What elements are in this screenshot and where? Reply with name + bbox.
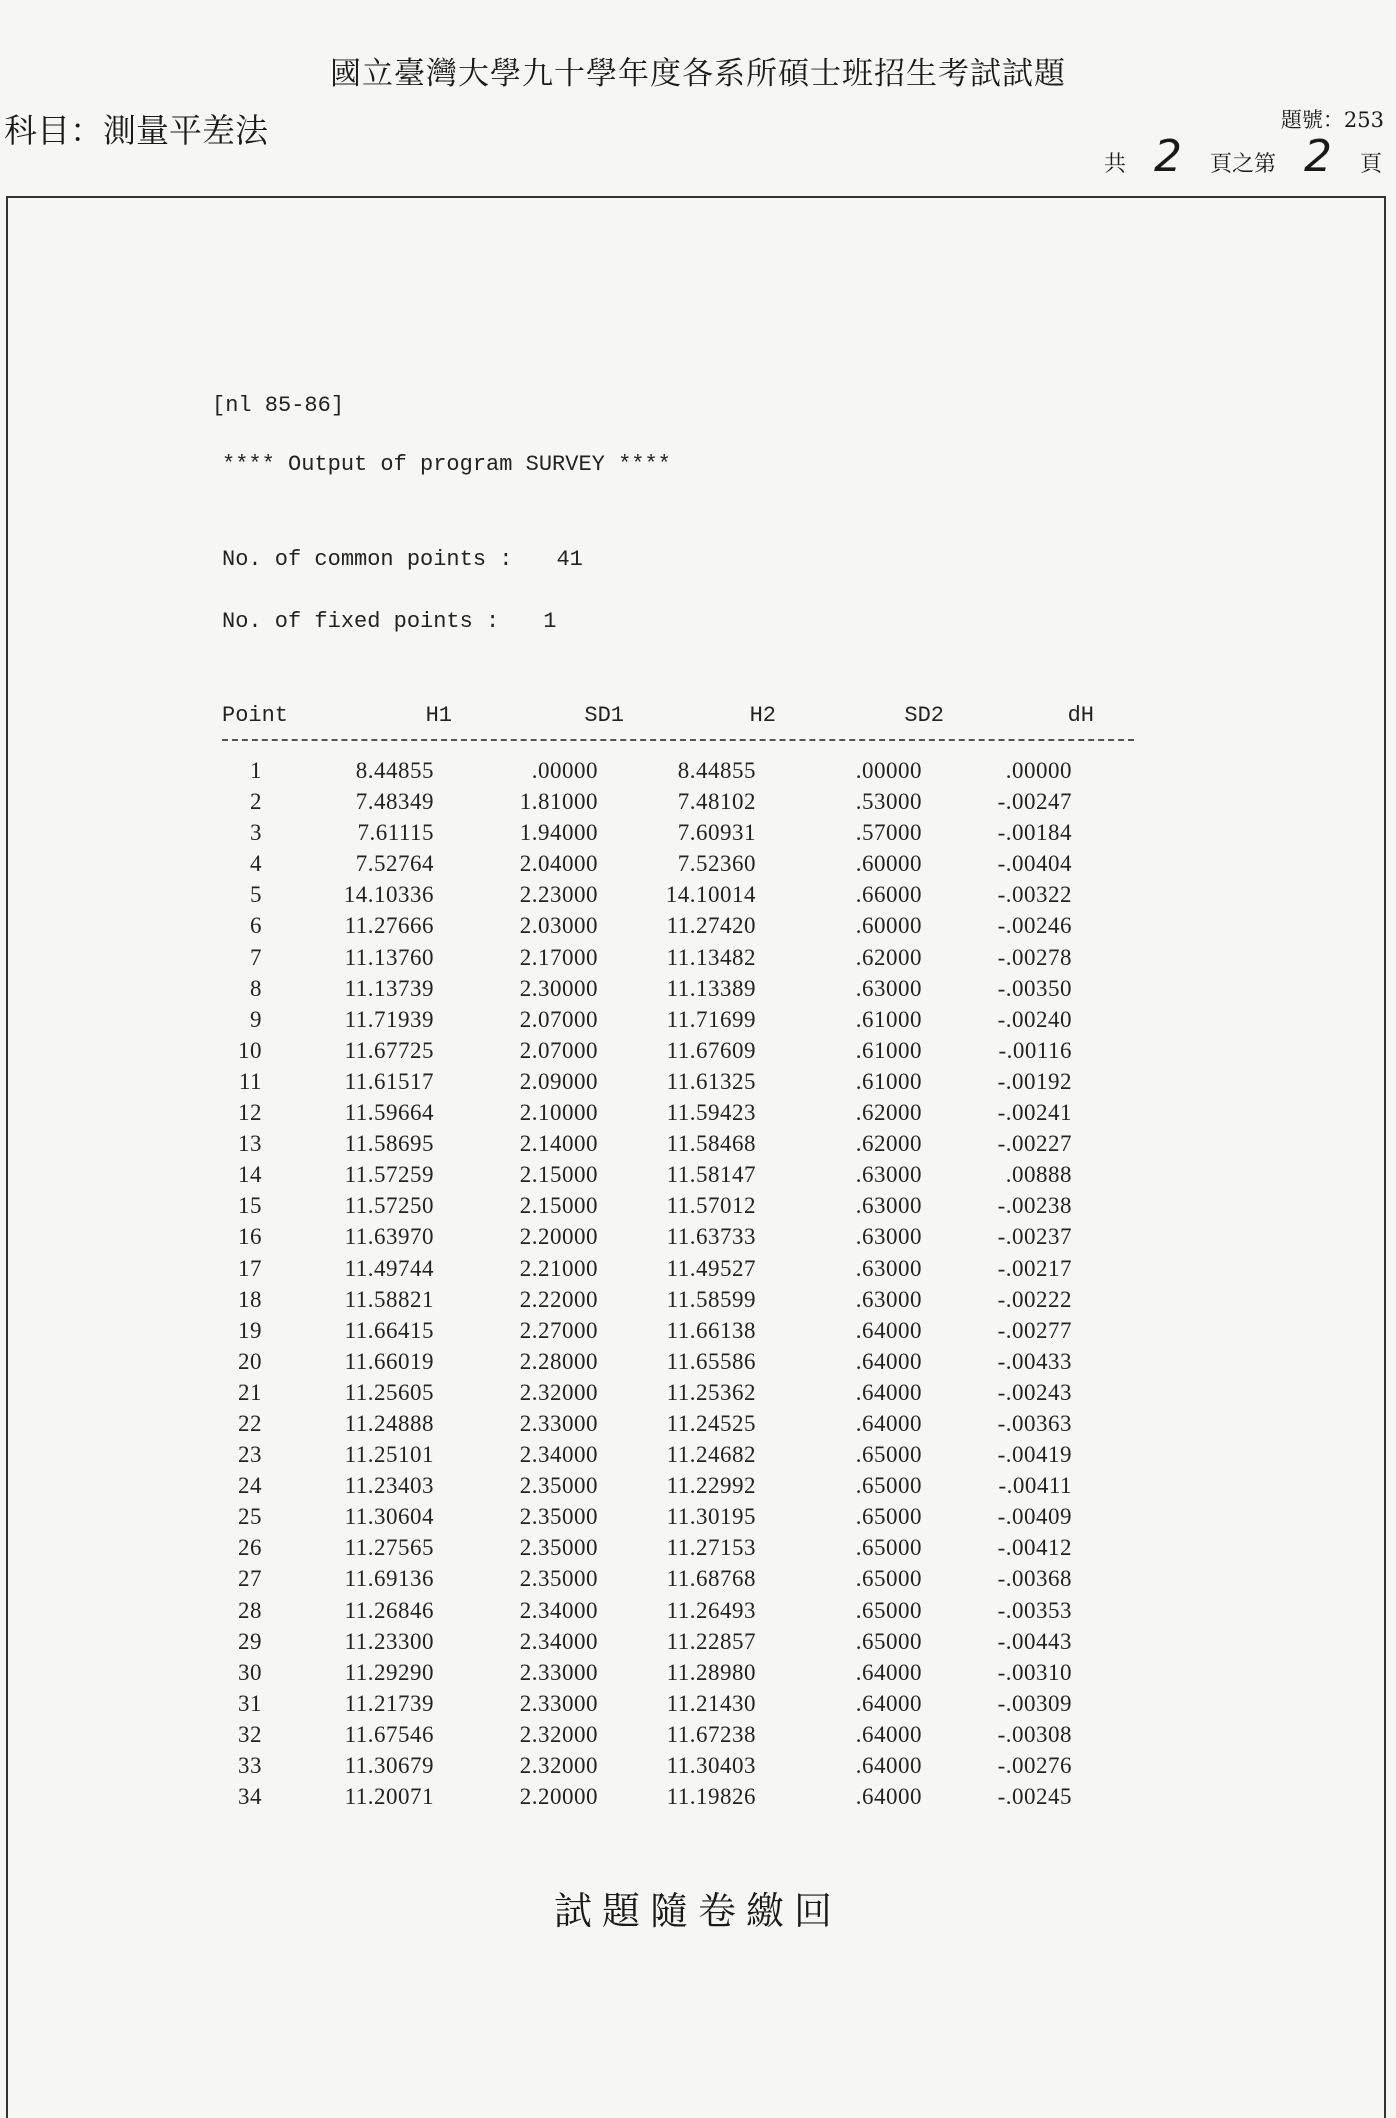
cell-h1: 11.66415: [344, 1317, 434, 1343]
table-row: [222, 1688, 1137, 1719]
cell-h1: 11.67546: [344, 1721, 434, 1747]
page-current: 2: [1303, 131, 1332, 182]
table-row: [222, 1159, 1137, 1190]
table-row: [222, 1221, 1137, 1252]
table-row: [222, 1719, 1137, 1750]
cell-sd1: 2.34000: [519, 1597, 598, 1623]
cell-h1: 7.52764: [355, 851, 434, 877]
cell-h1: 11.69136: [344, 1566, 434, 1592]
cell-h1: 11.29290: [344, 1659, 434, 1685]
cell-h2: 11.13482: [666, 944, 756, 970]
cell-dh: -.00246: [997, 913, 1072, 939]
table-row: [222, 1501, 1137, 1532]
program-heading: **** Output of program SURVEY ****: [222, 452, 671, 477]
cell-point: 32: [238, 1721, 262, 1747]
table-row: [222, 1190, 1137, 1221]
cell-point: 28: [238, 1597, 262, 1623]
cell-dh: -.00240: [997, 1006, 1072, 1032]
cell-sd2: .65000: [855, 1535, 922, 1561]
cell-h2: 11.26493: [666, 1597, 756, 1623]
cell-sd2: .64000: [855, 1721, 922, 1747]
cell-sd1: 2.30000: [519, 975, 598, 1001]
header-sd1: SD1: [584, 703, 624, 728]
table-row: [222, 1346, 1137, 1377]
table-body: [222, 755, 1137, 1812]
header-sd2: SD2: [904, 703, 944, 728]
cell-h1: 7.61115: [357, 820, 434, 846]
table-row: [222, 910, 1137, 941]
table-row: [222, 1128, 1137, 1159]
table-row: [222, 879, 1137, 910]
cell-sd1: 2.14000: [519, 1131, 598, 1157]
cell-point: 19: [238, 1317, 262, 1343]
cell-h2: 7.60931: [677, 820, 756, 846]
cell-h1: 11.58821: [344, 1286, 434, 1312]
cell-point: 6: [250, 913, 262, 939]
cell-dh: -.00192: [997, 1068, 1072, 1094]
cell-dh: -.00322: [997, 882, 1072, 908]
cell-sd1: 2.32000: [519, 1753, 598, 1778]
cell-sd2: .62000: [855, 1100, 922, 1126]
cell-dh: -.00308: [997, 1721, 1072, 1747]
cell-sd2: .65000: [855, 1566, 922, 1592]
cell-sd1: 2.04000: [519, 851, 598, 877]
table-row: [222, 1470, 1137, 1501]
cell-sd2: .62000: [855, 1131, 922, 1157]
cell-point: 12: [238, 1100, 262, 1126]
fixed-points-line: [222, 609, 556, 634]
cell-h2: 14.10014: [665, 882, 756, 908]
cell-dh: -.00184: [997, 820, 1072, 846]
cell-point: 7: [250, 944, 262, 970]
cell-sd1: 2.35000: [519, 1473, 598, 1499]
cell-sd2: .64000: [855, 1410, 922, 1436]
cell-h1: 11.30679: [344, 1753, 434, 1778]
cell-sd2: .53000: [855, 789, 922, 815]
cell-h1: 11.21739: [344, 1690, 434, 1716]
common-points-label: No. of common points :: [222, 547, 513, 572]
cell-dh: -.00243: [997, 1379, 1072, 1405]
cell-h1: 11.30604: [344, 1504, 434, 1530]
cell-sd1: 2.34000: [519, 1442, 598, 1468]
cell-point: 22: [238, 1410, 262, 1436]
cell-dh: -.00419: [997, 1442, 1072, 1468]
cell-h2: 11.24682: [666, 1442, 756, 1468]
cell-sd2: .63000: [855, 1193, 922, 1219]
cell-dh: -.00309: [997, 1690, 1072, 1716]
fixed-points-value: 1: [543, 609, 557, 634]
cell-sd1: 2.15000: [519, 1162, 598, 1188]
cell-point: 24: [238, 1473, 262, 1499]
table-row: [222, 1284, 1137, 1315]
cell-sd2: .64000: [855, 1659, 922, 1685]
cell-point: 9: [250, 1006, 262, 1032]
subject-label: 科目：測量平差法: [4, 111, 268, 150]
cell-sd2: .00000: [855, 758, 922, 783]
cell-h1: 11.57250: [344, 1193, 434, 1219]
cell-h1: 8.44855: [355, 758, 434, 783]
table-row: [222, 1563, 1137, 1594]
cell-sd2: .63000: [855, 1255, 922, 1281]
table-row: [222, 817, 1137, 848]
cell-sd2: .60000: [855, 913, 922, 939]
cell-h2: 11.28980: [666, 1659, 756, 1685]
common-points-value: 41: [556, 547, 583, 572]
cell-sd2: .64000: [855, 1690, 922, 1716]
cell-point: 21: [238, 1379, 262, 1405]
cell-sd1: 2.23000: [519, 882, 598, 908]
dashed-divider: [222, 739, 1134, 741]
header-h1: H1: [425, 703, 452, 728]
cell-h2: 11.30403: [666, 1753, 756, 1778]
cell-sd2: .61000: [855, 1068, 922, 1094]
cell-h2: 11.27153: [666, 1535, 756, 1561]
cell-sd1: 2.33000: [519, 1410, 598, 1436]
cell-sd1: 2.32000: [519, 1379, 598, 1405]
survey-table: [222, 690, 1137, 1812]
cell-h2: 11.19826: [666, 1784, 756, 1810]
table-row: [222, 1035, 1137, 1066]
table-row: [222, 1439, 1137, 1470]
cell-dh: -.00278: [997, 944, 1072, 970]
cell-dh: -.00116: [998, 1037, 1072, 1063]
cell-sd2: .66000: [855, 882, 922, 908]
header-h2: H2: [749, 703, 776, 728]
table-row: [222, 1377, 1137, 1408]
cell-dh: -.00433: [997, 1348, 1072, 1374]
cell-h2: 11.24525: [666, 1410, 756, 1436]
cell-sd1: 2.35000: [519, 1504, 598, 1530]
cell-h1: 11.49744: [344, 1255, 434, 1281]
table-row: [222, 1253, 1137, 1284]
cell-sd1: 2.03000: [519, 913, 598, 939]
cell-sd2: .65000: [855, 1473, 922, 1499]
table-row: [222, 1626, 1137, 1657]
cell-dh: .00000: [1005, 758, 1072, 783]
cell-sd2: .64000: [855, 1784, 922, 1810]
cell-dh: -.00412: [997, 1535, 1072, 1561]
cell-h1: 7.48349: [355, 789, 434, 815]
cell-dh: -.00238: [997, 1193, 1072, 1219]
table-row: [222, 1408, 1137, 1439]
cell-point: 20: [238, 1348, 262, 1374]
cell-point: 16: [238, 1224, 262, 1250]
cell-sd1: 2.10000: [519, 1100, 598, 1126]
cell-point: 1: [250, 758, 262, 783]
cell-h1: 11.58695: [344, 1131, 434, 1157]
page-suffix: 頁: [1359, 152, 1382, 177]
header-dh: dH: [1067, 703, 1094, 728]
cell-dh: -.00411: [998, 1473, 1072, 1499]
cell-dh: -.00237: [997, 1224, 1072, 1250]
cell-sd1: 2.33000: [519, 1659, 598, 1685]
cell-h1: 11.66019: [344, 1348, 434, 1374]
cell-h2: 11.65586: [666, 1348, 756, 1374]
cell-point: 26: [238, 1535, 262, 1561]
cell-h2: 11.49527: [666, 1255, 756, 1281]
cell-dh: -.00409: [997, 1504, 1072, 1530]
table-row: [222, 942, 1137, 973]
cell-sd1: 2.07000: [519, 1037, 598, 1063]
cell-point: 31: [238, 1690, 262, 1716]
cell-h2: 11.59423: [666, 1100, 756, 1126]
cell-dh: -.00363: [997, 1410, 1072, 1436]
cell-point: 8: [250, 975, 262, 1001]
table-header: [222, 690, 1137, 728]
cell-sd2: .63000: [855, 975, 922, 1001]
cell-point: 17: [238, 1255, 262, 1281]
cell-h1: 11.27666: [344, 913, 434, 939]
cell-h2: 11.27420: [666, 913, 756, 939]
cell-h2: 11.58468: [666, 1131, 756, 1157]
page-prefix: 共: [1103, 152, 1126, 177]
page-count: [1103, 131, 1382, 182]
cell-dh: -.00245: [997, 1784, 1072, 1810]
cell-h2: 7.52360: [677, 851, 756, 877]
cell-point: 5: [250, 882, 262, 908]
cell-dh: -.00404: [997, 851, 1072, 877]
cell-sd2: .61000: [855, 1006, 922, 1032]
table-row: [222, 848, 1137, 879]
cell-point: 4: [250, 851, 262, 877]
cell-sd1: 2.17000: [519, 944, 598, 970]
cell-sd2: .63000: [855, 1286, 922, 1312]
cell-sd1: 2.35000: [519, 1566, 598, 1592]
cell-h2: 11.61325: [666, 1068, 756, 1094]
cell-point: 15: [238, 1193, 262, 1219]
cell-h2: 11.13389: [666, 975, 756, 1001]
cell-h1: 14.10336: [343, 882, 434, 908]
cell-sd2: .57000: [855, 820, 922, 846]
table-row: [222, 1097, 1137, 1128]
return-notice: 試題隨卷繳回: [553, 1889, 842, 1933]
question-number: 題號：253: [1280, 108, 1384, 132]
table-row: [222, 755, 1137, 786]
table-row: [222, 1532, 1137, 1563]
cell-point: 2: [250, 789, 262, 815]
cell-point: 11: [238, 1068, 262, 1094]
cell-sd1: 2.20000: [519, 1784, 598, 1810]
fixed-points-label: No. of fixed points :: [222, 609, 500, 634]
cell-sd1: 2.32000: [519, 1721, 598, 1747]
cell-sd2: .64000: [855, 1317, 922, 1343]
cell-h2: 11.67609: [666, 1037, 756, 1063]
cell-h2: 11.57012: [666, 1193, 756, 1219]
cell-sd2: .63000: [855, 1224, 922, 1250]
cell-h1: 11.24888: [344, 1410, 434, 1436]
cell-sd2: .61000: [855, 1037, 922, 1063]
cell-dh: -.00227: [997, 1131, 1072, 1157]
table-row: [222, 1004, 1137, 1035]
cell-dh: -.00368: [997, 1566, 1072, 1592]
cell-point: 25: [238, 1504, 262, 1530]
cell-h2: 11.22857: [666, 1628, 756, 1654]
cell-h2: 11.58599: [666, 1286, 756, 1312]
cell-sd1: 2.27000: [519, 1317, 598, 1343]
table-row: [222, 1595, 1137, 1626]
table-row: [222, 1315, 1137, 1346]
page-total: 2: [1153, 131, 1182, 182]
cell-sd2: .65000: [855, 1442, 922, 1468]
cell-dh: -.00310: [997, 1659, 1072, 1685]
cell-point: 18: [238, 1286, 262, 1312]
cell-sd2: .64000: [855, 1753, 922, 1778]
cell-sd1: 1.94000: [519, 820, 598, 846]
cell-h1: 11.25101: [344, 1442, 434, 1468]
table-row: [222, 1781, 1137, 1812]
cell-sd2: .63000: [855, 1162, 922, 1188]
cell-point: 27: [238, 1566, 262, 1592]
cell-dh: -.00247: [997, 789, 1072, 815]
cell-h1: 11.20071: [344, 1784, 434, 1810]
cell-dh: -.00241: [997, 1100, 1072, 1126]
cell-h2: 11.58147: [666, 1162, 756, 1188]
cell-sd1: 2.15000: [519, 1193, 598, 1219]
cell-sd1: 2.28000: [519, 1348, 598, 1374]
cell-h1: 11.23300: [344, 1628, 434, 1654]
cell-dh: -.00217: [997, 1255, 1072, 1281]
cell-sd1: 2.35000: [519, 1535, 598, 1561]
cell-point: 3: [250, 820, 262, 846]
cell-h1: 11.13760: [344, 944, 434, 970]
cell-sd2: .62000: [855, 944, 922, 970]
cell-sd1: 2.07000: [519, 1006, 598, 1032]
cell-sd2: .65000: [855, 1628, 922, 1654]
cell-h1: 11.59664: [344, 1100, 434, 1126]
table-row: [222, 1750, 1137, 1781]
cell-h2: 11.63733: [666, 1224, 756, 1250]
cell-h2: 11.21430: [666, 1690, 756, 1716]
cell-h1: 11.67725: [344, 1037, 434, 1063]
cell-dh: -.00350: [997, 975, 1072, 1001]
cell-point: 13: [238, 1131, 262, 1157]
cell-h2: 11.22992: [666, 1473, 756, 1499]
cell-h1: 11.57259: [344, 1162, 434, 1188]
cell-sd1: 2.34000: [519, 1628, 598, 1654]
cell-h2: 11.68768: [666, 1566, 756, 1592]
cell-h1: 11.63970: [344, 1224, 434, 1250]
reference-tag: [nl 85-86]: [212, 393, 345, 418]
cell-h2: 11.71699: [666, 1006, 756, 1032]
cell-sd1: 2.20000: [519, 1224, 598, 1250]
cell-h2: 11.66138: [666, 1317, 756, 1343]
cell-dh: -.00222: [997, 1286, 1072, 1312]
cell-h1: 11.13739: [344, 975, 434, 1001]
cell-sd2: .64000: [855, 1379, 922, 1405]
cell-h1: 11.27565: [344, 1535, 434, 1561]
cell-sd1: 2.22000: [519, 1286, 598, 1312]
cell-h1: 11.71939: [344, 1006, 434, 1032]
table-row: [222, 1066, 1137, 1097]
cell-h2: 11.67238: [666, 1721, 756, 1747]
table-row: [222, 786, 1137, 817]
exam-title: 國立臺灣大學九十學年度各系所碩士班招生考試試題: [330, 56, 1066, 92]
cell-point: 33: [238, 1753, 262, 1778]
cell-h1: 11.26846: [344, 1597, 434, 1623]
cell-sd1: 1.81000: [519, 789, 598, 815]
cell-h2: 8.44855: [677, 758, 756, 783]
cell-point: 14: [238, 1162, 262, 1188]
common-points-line: [222, 547, 583, 572]
header-point: Point: [222, 703, 289, 728]
cell-point: 29: [238, 1628, 262, 1654]
table-row: [222, 1657, 1137, 1688]
cell-h1: 11.23403: [344, 1473, 434, 1499]
cell-point: 34: [238, 1784, 262, 1810]
cell-dh: -.00277: [997, 1317, 1072, 1343]
cell-h1: 11.61517: [344, 1068, 434, 1094]
cell-h2: 11.30195: [666, 1504, 756, 1530]
cell-sd1: .00000: [531, 758, 598, 783]
cell-sd1: 2.09000: [519, 1068, 598, 1094]
cell-sd2: .65000: [855, 1597, 922, 1623]
cell-dh: -.00276: [997, 1753, 1072, 1778]
cell-dh: -.00353: [997, 1597, 1072, 1623]
cell-sd2: .65000: [855, 1504, 922, 1530]
cell-point: 10: [238, 1037, 262, 1063]
cell-sd1: 2.33000: [519, 1690, 598, 1716]
cell-dh: .00888: [1005, 1162, 1072, 1188]
cell-sd2: .64000: [855, 1348, 922, 1374]
cell-h2: 11.25362: [666, 1379, 756, 1405]
cell-h1: 11.25605: [344, 1379, 434, 1405]
cell-point: 23: [238, 1442, 262, 1468]
table-row: [222, 973, 1137, 1004]
page-middle: 頁之第: [1209, 152, 1276, 177]
cell-sd1: 2.21000: [519, 1255, 598, 1281]
cell-h2: 7.48102: [677, 789, 756, 815]
cell-point: 30: [238, 1659, 262, 1685]
cell-dh: -.00443: [997, 1628, 1072, 1654]
cell-sd2: .60000: [855, 851, 922, 877]
